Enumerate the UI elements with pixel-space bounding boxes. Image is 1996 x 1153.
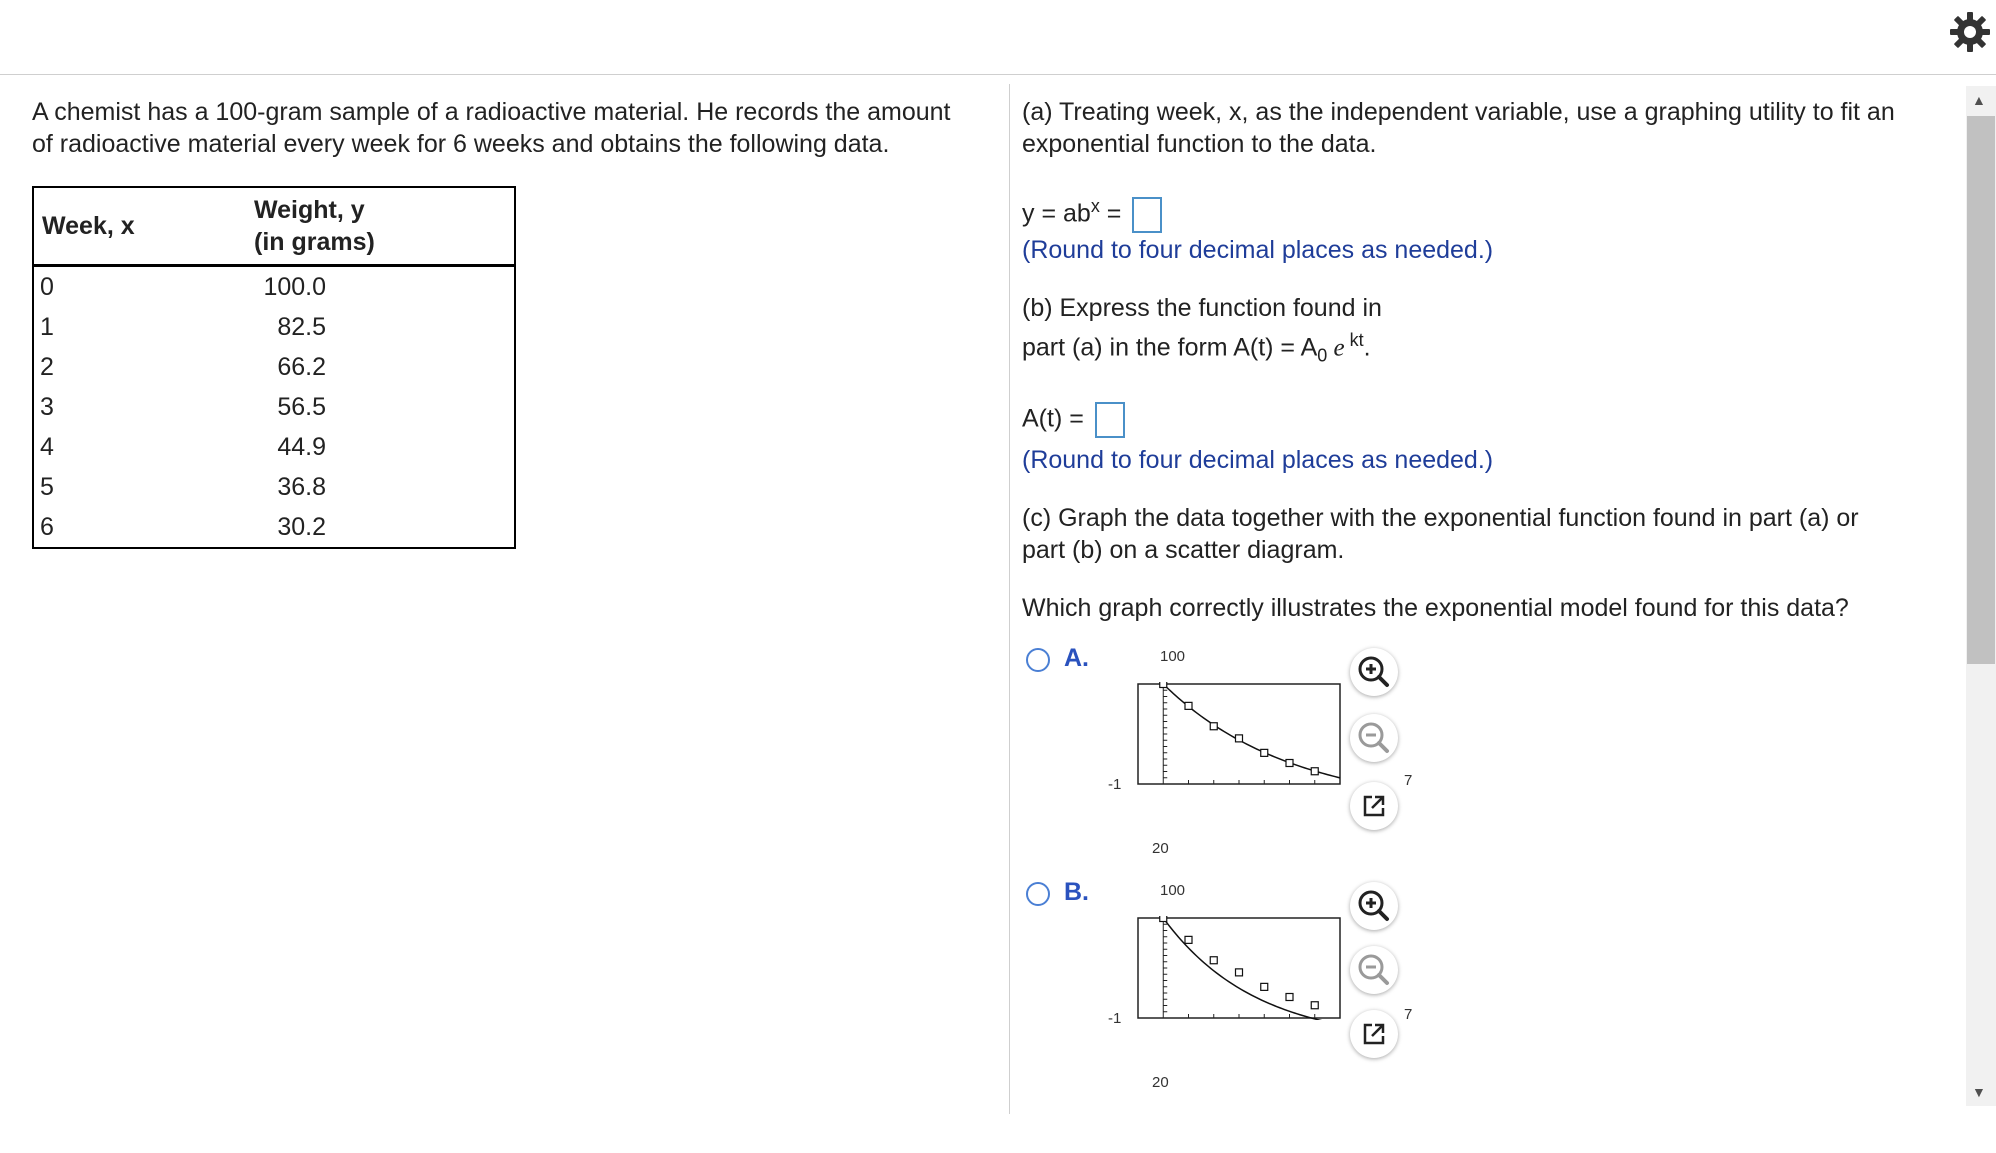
option-b-xmax: 7 [1404, 1006, 1413, 1023]
option-a-data-point [1236, 735, 1243, 742]
option-b-letter: B. [1064, 878, 1089, 906]
week-cell: 3 [33, 387, 246, 427]
answer-b-input[interactable] [1095, 402, 1125, 438]
answer-b-row [1022, 402, 1125, 438]
option-a-data-point [1210, 723, 1217, 730]
zoom-in-icon [1350, 648, 1398, 696]
weight-cell [246, 427, 515, 467]
question-b-exp: kt [1344, 330, 1364, 350]
formula-b-lhs: A(t) = [1022, 404, 1084, 433]
which-graph-question: Which graph correctly illustrates the exponential model found for this data? [1022, 594, 1849, 622]
option-b-data-point [1286, 994, 1293, 1001]
weight-cell [246, 387, 515, 427]
formula-a-lhs: y = ab [1022, 199, 1091, 228]
week-cell: 1 [33, 307, 246, 347]
table-row [33, 387, 515, 427]
option-a-data-point [1286, 760, 1293, 767]
option-a-graph[interactable] [1136, 682, 1342, 786]
question-b [1022, 292, 1382, 371]
weight-value: 30.2 [277, 513, 326, 541]
question-b-form-text: part (a) in the form A(t) = A [1022, 333, 1318, 362]
weight-value: 44.9 [277, 433, 326, 461]
weight-value: 36.8 [277, 473, 326, 501]
question-a-line1: (a) Treating week, x, as the independent variable, use a graphing utility to fit an [1022, 98, 1895, 126]
zoom-out-icon [1350, 946, 1398, 994]
header-week: Week, x [33, 187, 246, 266]
scrollbar-thumb[interactable] [1967, 116, 1995, 664]
week-cell: 2 [33, 347, 246, 387]
weight-value: 82.5 [277, 313, 326, 341]
table-row [33, 467, 515, 507]
option-b-popout-button[interactable] [1350, 1010, 1398, 1058]
option-a-data-point [1185, 702, 1192, 709]
option-b-data-point [1236, 969, 1243, 976]
week-cell: 6 [33, 507, 246, 548]
option-b-zoom-in-button[interactable] [1350, 882, 1398, 930]
scroll-up-arrow[interactable]: ▲ [1972, 92, 1986, 108]
table-row [33, 347, 515, 387]
option-a-xmin: -1 [1108, 776, 1122, 793]
round-hint-b: (Round to four decimal places as needed.) [1022, 446, 1494, 474]
table-header-row [33, 187, 515, 266]
week-cell: 5 [33, 467, 246, 507]
option-b-zoom-out-button[interactable] [1350, 946, 1398, 994]
option-b-data-point [1311, 1002, 1318, 1009]
weight-cell [246, 307, 515, 347]
option-b-data-point [1261, 983, 1268, 990]
weight-value: 66.2 [277, 353, 326, 381]
question-a-line2: exponential function to the data. [1022, 130, 1377, 158]
option-b-data-point [1185, 936, 1192, 943]
scroll-down-arrow[interactable]: ▼ [1972, 1084, 1986, 1100]
zoom-in-icon [1350, 882, 1398, 930]
option-b-ymin: 20 [1152, 1074, 1169, 1091]
question-c-line2: part (b) on a scatter diagram. [1022, 536, 1345, 564]
data-table [32, 186, 516, 549]
table-row [33, 307, 515, 347]
question-b-line2 [1022, 324, 1382, 371]
weight-cell [246, 347, 515, 387]
option-b-ymax: 100 [1160, 882, 1186, 899]
problem-statement [32, 96, 1002, 160]
option-a-popout-button[interactable] [1350, 782, 1398, 830]
option-b-radio[interactable] [1026, 882, 1050, 906]
option-a-zoom-out-button[interactable] [1350, 714, 1398, 762]
header-weight [246, 187, 515, 266]
option-a-data-point [1311, 768, 1318, 775]
question-b-e: e [1327, 334, 1345, 362]
header-weight-line2: (in grams) [254, 228, 375, 256]
weight-cell [246, 467, 515, 507]
weight-cell [246, 266, 515, 308]
top-bar [0, 0, 1996, 75]
option-a-ymax: 100 [1160, 648, 1186, 665]
option-b-graph[interactable] [1136, 916, 1342, 1020]
option-a-xmax: 7 [1404, 772, 1413, 789]
week-cell: 4 [33, 427, 246, 467]
week-cell: 0 [33, 266, 246, 308]
header-weight-line1: Weight, y [254, 196, 365, 224]
question-b-sub: 0 [1317, 345, 1328, 366]
table-row [33, 427, 515, 467]
intro-line-1: A chemist has a 100-gram sample of a radioactive material. He records the amount [32, 98, 951, 126]
round-hint-a: (Round to four decimal places as needed.) [1022, 236, 1494, 264]
table-row [33, 507, 515, 548]
weight-value: 56.5 [277, 393, 326, 421]
pane-divider [1009, 84, 1010, 1114]
option-a-letter: A. [1064, 644, 1089, 672]
formula-a-eq: = [1099, 199, 1122, 228]
question-c-line1: (c) Graph the data together with the exponential function found in part (a) or [1022, 504, 1859, 532]
intro-line-2: of radioactive material every week for 6 weeks and obtains the following data. [32, 130, 890, 158]
weight-cell [246, 507, 515, 548]
formula-a-exp: x [1090, 196, 1100, 216]
table-row [33, 266, 515, 308]
question-c [1022, 502, 1952, 566]
question-b-line1: (b) Express the function found in [1022, 294, 1382, 322]
weight-value: 100.0 [263, 273, 326, 301]
option-a-data-point [1160, 682, 1167, 688]
option-b-data-point [1210, 957, 1217, 964]
option-a-zoom-in-button[interactable] [1350, 648, 1398, 696]
question-a [1022, 96, 1895, 160]
question-b-period: . [1363, 333, 1371, 362]
option-a-data-point [1261, 749, 1268, 756]
zoom-out-icon [1350, 714, 1398, 762]
option-b-data-point [1160, 916, 1167, 922]
popout-icon [1350, 1010, 1398, 1058]
gear-icon[interactable] [1948, 10, 1992, 54]
option-a-ymin: 20 [1152, 840, 1169, 857]
option-a-radio[interactable] [1026, 648, 1050, 672]
answer-a-row [1022, 190, 1162, 233]
option-b-xmin: -1 [1108, 1010, 1122, 1027]
option-b-plot-frame [1138, 918, 1340, 1018]
popout-icon [1350, 782, 1398, 830]
answer-a-input[interactable] [1132, 197, 1162, 233]
